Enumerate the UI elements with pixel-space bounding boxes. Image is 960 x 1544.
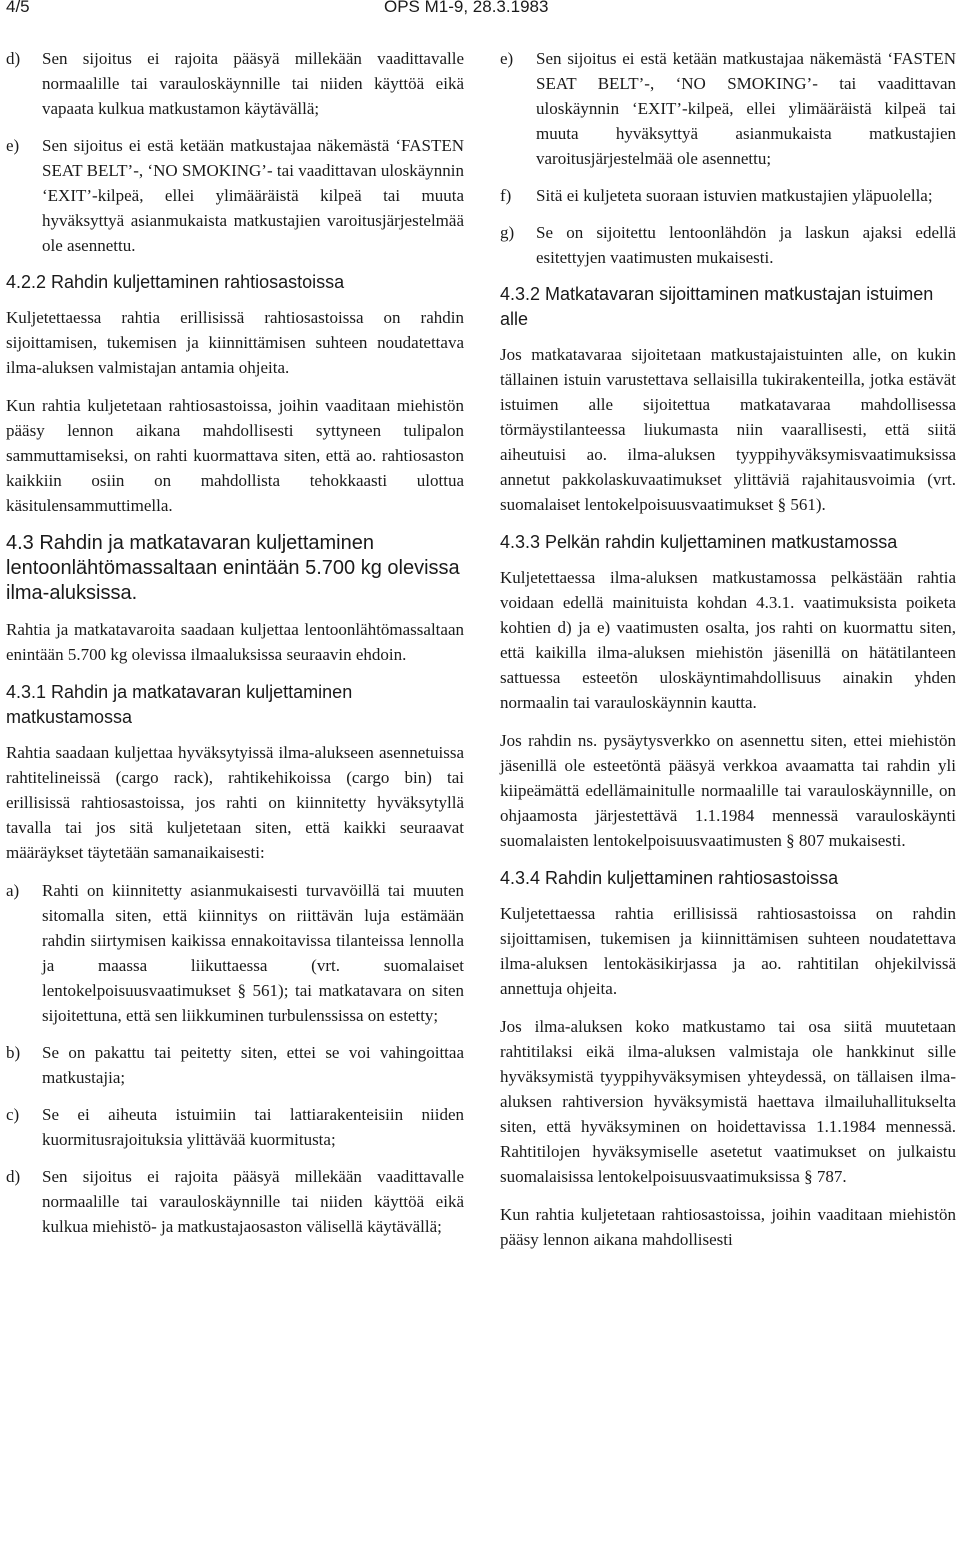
paragraph: Rahtia ja matkatavaroita saadaan kuljettaa lentoonlähtömassaltaan enintään 5.700 kg olevissa ilmaaluksissa seuraavin ehdoin. xyxy=(6,620,464,664)
paragraph: Kuljetettaessa rahtia erillisissä rahtiosastoissa on rahdin sijoittamisen, tukemisen ja kiinnittämisen suhteen noudatettava ilma-aluksen valmistajan antamia ohjeita. xyxy=(6,308,464,377)
list-item xyxy=(6,46,464,121)
paragraph: Kuljetettaessa rahtia erillisissä rahtiosastoissa on rahdin sijoittamisen, tukemisen ja kiinnittämisen suhteen noudatettava ilma-aluksen lentokäsikirjassa ja ao. rahtitilan ohjekilvissä annettuja ohjeita. xyxy=(500,904,956,998)
list-item-label: f) xyxy=(500,186,512,205)
section-heading-4-3-3: 4.3.3 Pelkän rahdin kuljettaminen matkustamossa xyxy=(500,532,898,552)
list-item-label: d) xyxy=(6,49,21,68)
list-item-text: Sen sijoitus ei estä ketään matkustajaa näkemästä ‘FASTEN SEAT BELT’-, ‘NO SMOKING’- tai vaadittavan uloskäynnin ‘EXIT’-kilpeä, ellei ylimääräistä kilpeä tai muuta hyväksyttyä asianmukaista matkustajien varoitusjärjestelmää ole asennettu; xyxy=(536,49,956,168)
paragraph: Jos ilma-aluksen koko matkustamo tai osa siitä muutetaan rahtitilaksi eikä ilma-aluksen valmistaja ole hankkinut sille hyväksymistä tyyppihyväksymisen yhteydessä, on tällaisen ilma-aluksen rahtiversion hyväksymistä haettava ilmailuhallitukselta siten, että hyväksyminen on hoidettavissa 1.1.1984 mennessä. Rahtitilojen hyväksymiselle asetetut vaatimukset on julkaistu suomalaisissa lentokelpoisuusvaatimuksissa § 787. xyxy=(500,1017,956,1186)
left-column xyxy=(6,46,464,1251)
list-item xyxy=(6,878,464,1028)
page-number: 4/5 xyxy=(6,0,30,16)
list-item-text: Se ei aiheuta istuimiin tai lattiarakenteisiin niiden kuormitusrajoituksia ylittävää kuormitusta; xyxy=(42,1105,464,1149)
section-heading-4-3: 4.3 Rahdin ja matkatavaran kuljettaminen lentoonlähtömassaltaan enintään 5.700 kg olevissa ilma-aluksissa. xyxy=(6,532,460,604)
section-heading-4-3-1: 4.3.1 Rahdin ja matkatavaran kuljettaminen matkustamossa xyxy=(6,682,353,727)
list-item xyxy=(6,133,464,258)
section-heading-4-3-2: 4.3.2 Matkatavaran sijoittaminen matkustajan istuimen alle xyxy=(500,284,934,329)
page-header xyxy=(0,0,960,24)
list-item-text: Se on pakattu tai peitetty siten, ettei se voi vahingoittaa matkustajia; xyxy=(42,1043,464,1087)
paragraph: Rahtia saadaan kuljettaa hyväksytyissä ilma-alukseen asennetuissa rahtitelineissä (cargo rack), rahtikehikoissa (cargo bin) tai erillisissä rahtiosastoissa, jos rahti on kiinnitetty hyväksytyllä tavalla tai jos sitä kuljetetaan siten, että kaikki seuraavat määräykset täytetään samanaikaisesti: xyxy=(6,743,464,862)
paragraph: Kuljetettaessa ilma-aluksen matkustamossa pelkästään rahtia voidaan edellä mainituista kohdan 4.3.1. vaatimuksista poiketa kohtien d) ja e) vaatimusten osalta, jos rahti on kuormattu siten, että kaikilla ilma-aluksen miehistön jäsenillä on hätätilanteen sattuessa esteetön uloskäyntimahdollisuus ainakin yhden normaalin tai varauloskäynnin kautta. xyxy=(500,568,956,712)
list-item-label: e) xyxy=(6,136,20,155)
list-item-label: e) xyxy=(500,49,514,68)
list-item-label: b) xyxy=(6,1043,21,1062)
paragraph: Jos rahdin ns. pysäytysverkko on asennettu siten, ettei miehistön jäsenillä ole esteetöntä pääsyä verkkoa avaamatta tai rahdin yli kiipeämättä edellämainitulle normaalille tai varauloskäynnille, on ohjaamosta järjestettävä 1.1.1984 mennessä varauloskäynti suomalaisten lentokelpoisuusvaatimusten § 807 mukaisesti. xyxy=(500,731,956,850)
list-item-text: Sitä ei kuljeteta suoraan istuvien matkustajien yläpuolella; xyxy=(536,186,933,205)
document-id: OPS M1-9, 28.3.1983 xyxy=(384,0,549,16)
list-item-label: a) xyxy=(6,881,20,900)
list-item-text: Sen sijoitus ei estä ketään matkustajaa näkemästä ‘FASTEN SEAT BELT’-, ‘NO SMOKING’- tai vaadittavan uloskäynnin ‘EXIT’-kilpeä, ellei ylimääräistä kilpeä tai muuta hyväksyttyä asianmukaista matkustajien varoitusjärjestelmää ole asennettu. xyxy=(42,136,464,255)
right-column xyxy=(500,46,956,1265)
list-item-text: Sen sijoitus ei rajoita pääsyä millekään vaadittavalle normaalille tai varauloskäynnille tai niiden käyttöä eikä vapaata kulkua matkustamon käytävällä; xyxy=(42,49,464,118)
paragraph: Kun rahtia kuljetetaan rahtiosastoissa, joihin vaaditaan miehistön pääsy lennon aikana mahdollisesti syttyneen tulipalon sammuttamiseksi, on rahti kuormattava siten, että ao. rahtiosaston kaikkiin osiin on mahdollista tehokkaasti ulottua käsitulensammuttimella. xyxy=(6,396,464,515)
paragraph: Kun rahtia kuljetetaan rahtiosastoissa, joihin vaaditaan miehistön pääsy lennon aikana mahdollisesti xyxy=(500,1205,956,1249)
paragraph: Jos matkatavaraa sijoitetaan matkustajaistuinten alle, on kukin tällainen istuin varustettava sellaisilla tukirakenteilla, jotka estävät istuimen alle sijoitettua matkatavaraa mahdollisessa törmäystilanteessa liukumasta niin vaarallisesti, että siitä aiheutuisi ao. ilma-aluksen tyyppihyväksymisvaatimuksissa annetut pakkolaskuvaatimukset ylittäviä rajahitausvoimia (vrt. suomalaiset lentokelpoisuusvaatimukset § 561). xyxy=(500,345,956,514)
list-item-label: c) xyxy=(6,1105,20,1124)
section-heading-4-3-4: 4.3.4 Rahdin kuljettaminen rahtiosastoissa xyxy=(500,868,839,888)
list-item xyxy=(500,183,956,208)
list-item-text: Rahti on kiinnitetty asianmukaisesti turvavöillä tai muuten sitomalla siten, että kiinnitys on riittävän luja estämään rahdin siirtymisen kaikissa ennakoitavissa tilanteissa lennolla ja maassa liikuttaessa (vrt. suomalaiset lentokelpoisuusvaatimukset § 561); tai matkatavara on siten sijoitettuna, että sen liikkuminen turbulenssissa on estetty; xyxy=(42,881,464,1025)
list-item xyxy=(6,1164,464,1239)
list-item-label: d) xyxy=(6,1167,21,1186)
list-item xyxy=(6,1040,464,1090)
section-heading-4-2-2: 4.2.2 Rahdin kuljettaminen rahtiosastoissa xyxy=(6,272,345,292)
list-item xyxy=(500,220,956,270)
list-item-text: Se on sijoitettu lentoonlähdön ja laskun ajaksi edellä esitettyjen vaatimusten mukaisesti. xyxy=(536,223,956,267)
list-item xyxy=(6,1102,464,1152)
list-item-text: Sen sijoitus ei rajoita pääsyä millekään vaadittavalle normaalille tai varauloskäynnille tai niiden käyttöä eikä kulkua miehistö- ja matkustajaosaston välisellä käytävällä; xyxy=(42,1167,464,1236)
list-item-label: g) xyxy=(500,223,515,242)
list-item xyxy=(500,46,956,171)
